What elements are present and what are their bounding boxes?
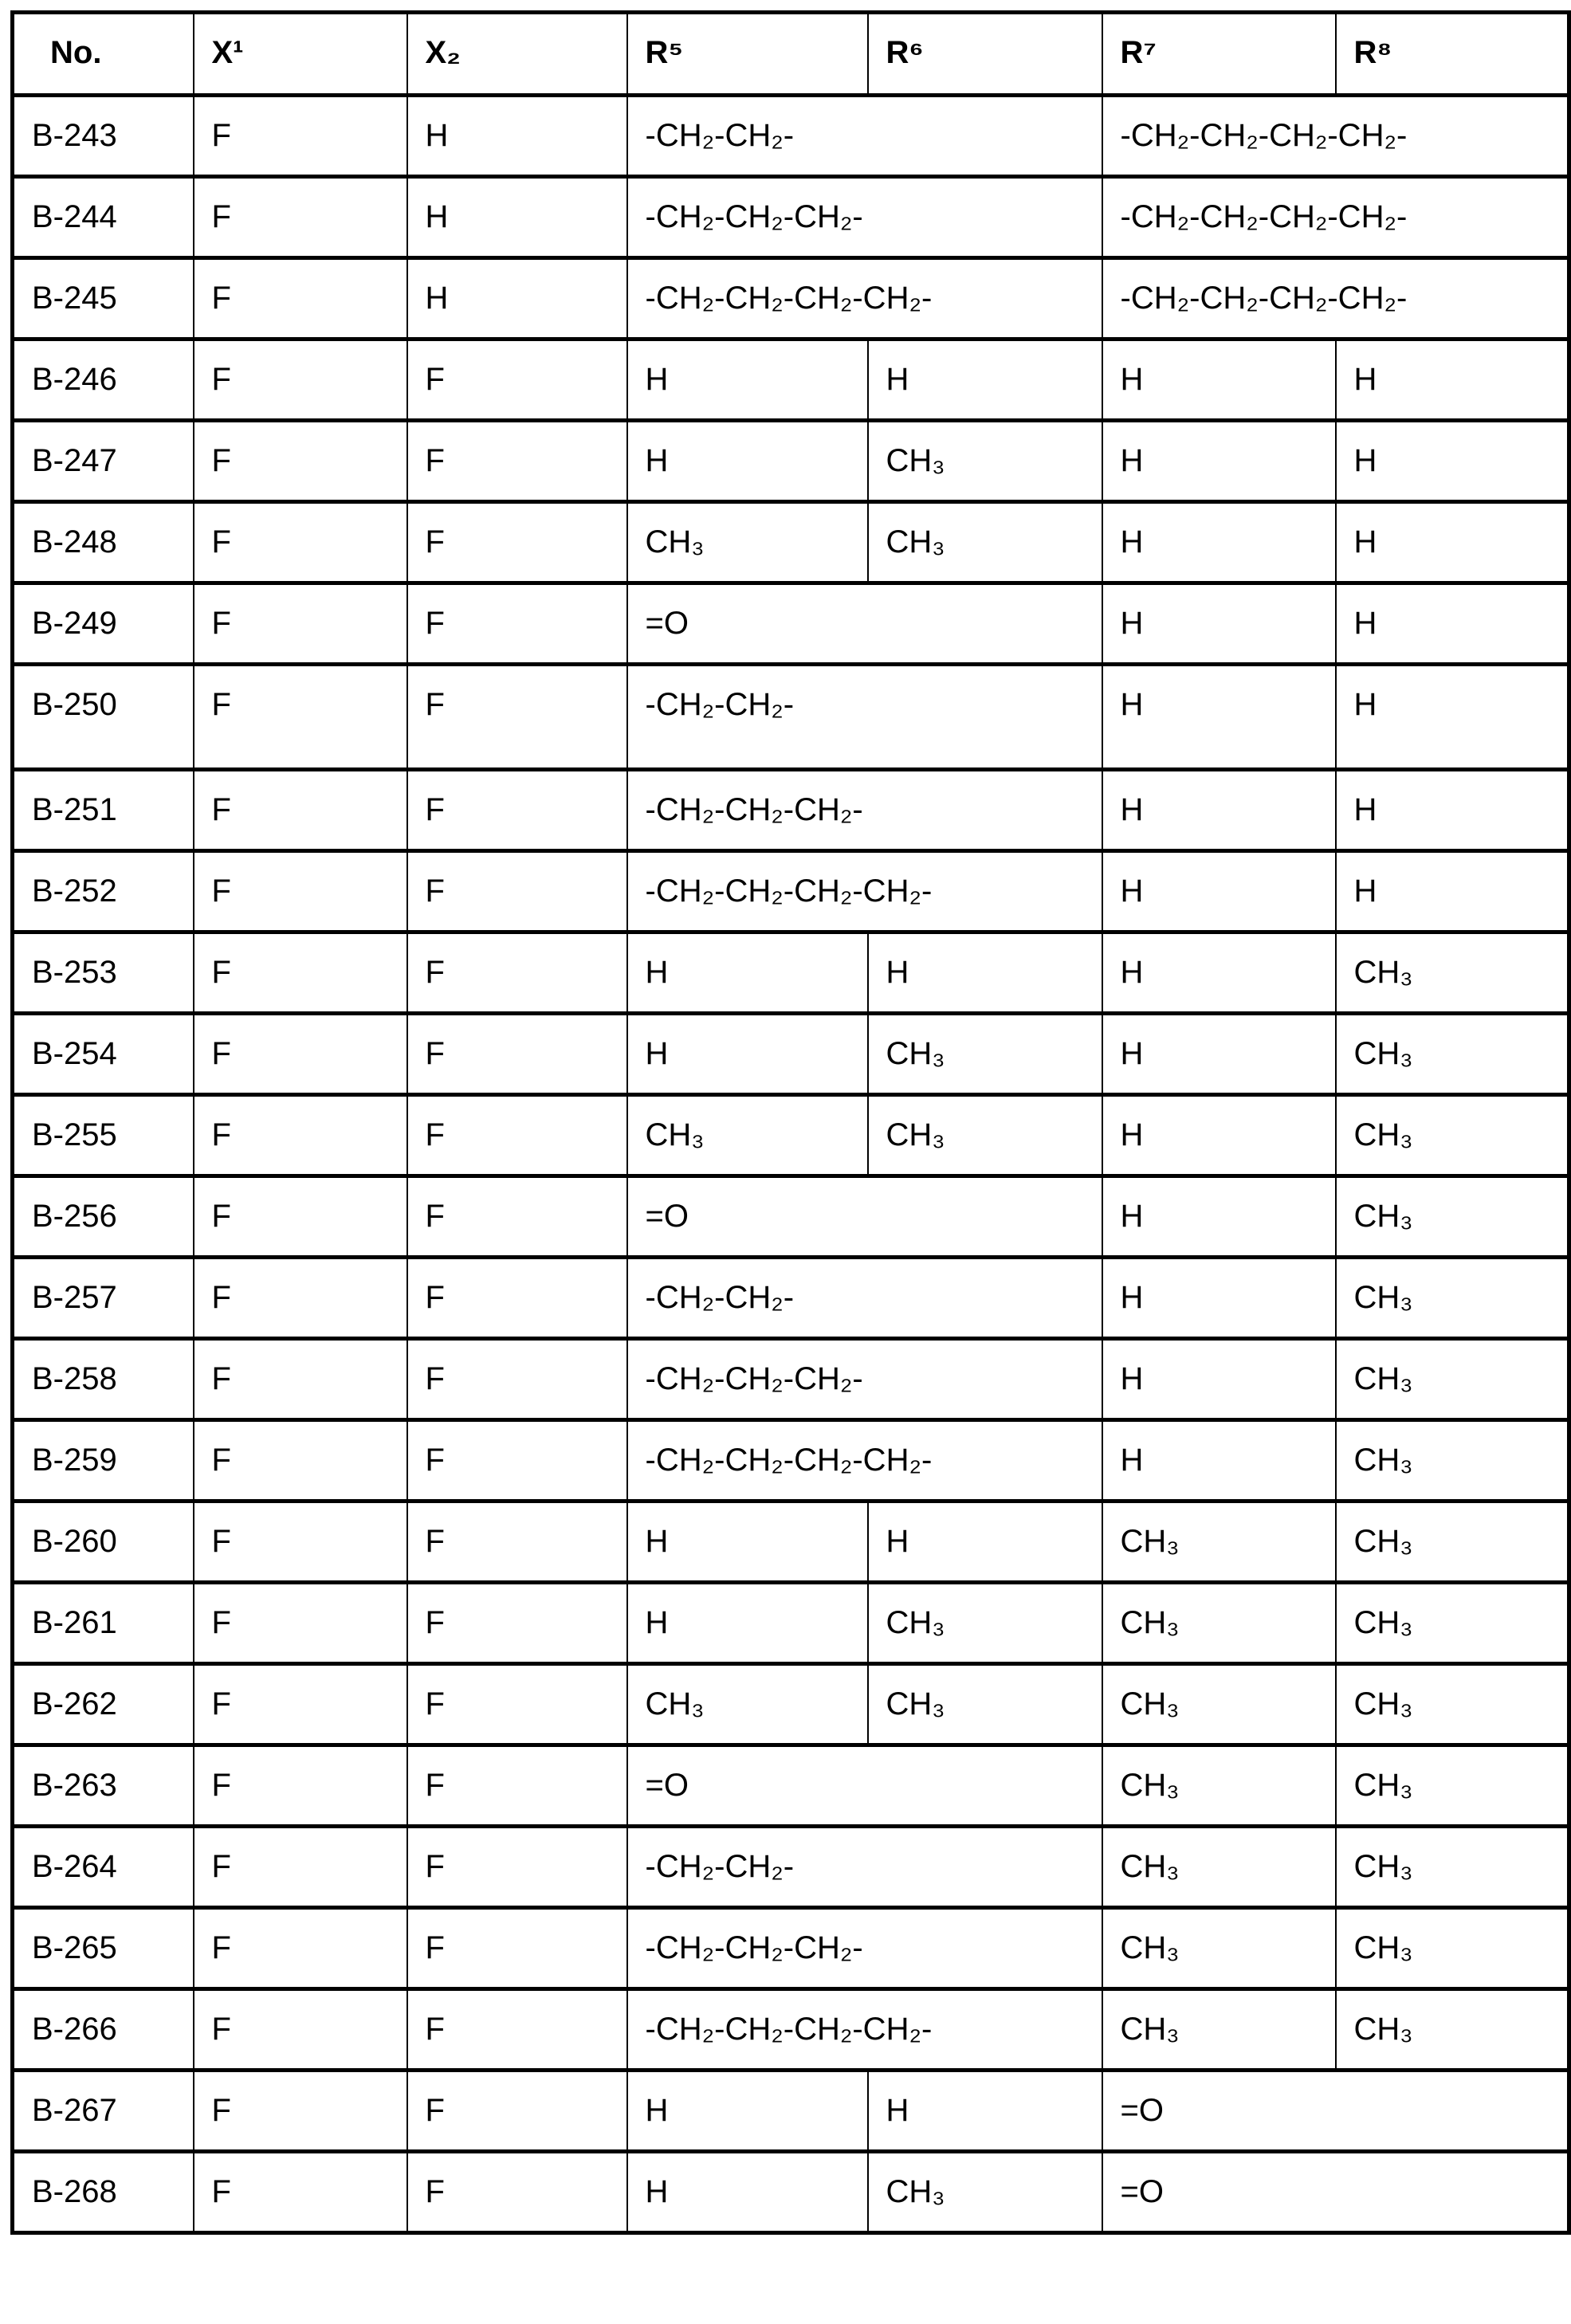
cell-r5-r6: -CH₂-CH₂-CH₂- xyxy=(627,1339,1102,1420)
cell-no: B-268 xyxy=(13,2152,194,2233)
cell-r5: H xyxy=(627,1583,868,1664)
cell-x1: F xyxy=(194,851,407,932)
cell-r7: H xyxy=(1102,851,1336,932)
cell-r5-r6: =O xyxy=(627,583,1102,665)
cell-no: B-259 xyxy=(13,1420,194,1502)
cell-x2: F xyxy=(407,770,627,851)
cell-r7: CH₃ xyxy=(1102,1502,1336,1583)
cell-x2: F xyxy=(407,665,627,770)
cell-no: B-260 xyxy=(13,1502,194,1583)
cell-r7-r8: -CH₂-CH₂-CH₂-CH₂- xyxy=(1102,177,1569,258)
cell-x2: F xyxy=(407,1745,627,1827)
table-row xyxy=(13,1583,1569,1664)
cell-no: B-253 xyxy=(13,932,194,1014)
cell-r5: H xyxy=(627,1014,868,1095)
cell-r7: H xyxy=(1102,1258,1336,1339)
cell-no: B-245 xyxy=(13,258,194,340)
header-r7: R⁷ xyxy=(1102,13,1336,96)
table-row xyxy=(13,177,1569,258)
cell-x1: F xyxy=(194,1583,407,1664)
cell-r8: CH₃ xyxy=(1336,1095,1569,1176)
cell-no: B-265 xyxy=(13,1908,194,1989)
cell-r5: H xyxy=(627,421,868,502)
cell-x1: F xyxy=(194,1745,407,1827)
cell-r6: CH₃ xyxy=(868,502,1102,583)
cell-r8: CH₃ xyxy=(1336,1258,1569,1339)
cell-x2: F xyxy=(407,1014,627,1095)
cell-r5-r6: -CH₂-CH₂-CH₂-CH₂- xyxy=(627,1420,1102,1502)
table-row xyxy=(13,258,1569,340)
cell-r6: CH₃ xyxy=(868,2152,1102,2233)
cell-x1: F xyxy=(194,1258,407,1339)
cell-r8: H xyxy=(1336,583,1569,665)
cell-no: B-247 xyxy=(13,421,194,502)
cell-r6: CH₃ xyxy=(868,1583,1102,1664)
cell-r7: H xyxy=(1102,340,1336,421)
cell-r7: H xyxy=(1102,502,1336,583)
header-x2: X₂ xyxy=(407,13,627,96)
table-row xyxy=(13,1745,1569,1827)
cell-no: B-246 xyxy=(13,340,194,421)
cell-r8: CH₃ xyxy=(1336,1827,1569,1908)
table-row xyxy=(13,1420,1569,1502)
cell-r5-r6: =O xyxy=(627,1176,1102,1258)
cell-no: B-255 xyxy=(13,1095,194,1176)
cell-x2: F xyxy=(407,1664,627,1745)
table-row xyxy=(13,96,1569,177)
table-row xyxy=(13,1339,1569,1420)
table-row xyxy=(13,502,1569,583)
table-row xyxy=(13,1095,1569,1176)
cell-r7-r8: -CH₂-CH₂-CH₂-CH₂- xyxy=(1102,96,1569,177)
cell-x1: F xyxy=(194,770,407,851)
header-no: No. xyxy=(13,13,194,96)
cell-r7: H xyxy=(1102,770,1336,851)
cell-x2: F xyxy=(407,1989,627,2071)
cell-r8: H xyxy=(1336,770,1569,851)
cell-r5-r6: -CH₂-CH₂- xyxy=(627,1258,1102,1339)
table-row xyxy=(13,851,1569,932)
cell-x1: F xyxy=(194,1420,407,1502)
cell-x2: F xyxy=(407,1583,627,1664)
cell-x1: F xyxy=(194,96,407,177)
cell-r7: CH₃ xyxy=(1102,1745,1336,1827)
cell-x2: F xyxy=(407,502,627,583)
cell-x1: F xyxy=(194,932,407,1014)
cell-no: B-252 xyxy=(13,851,194,932)
cell-r7: H xyxy=(1102,1339,1336,1420)
cell-no: B-244 xyxy=(13,177,194,258)
cell-r8: H xyxy=(1336,340,1569,421)
cell-r8: CH₃ xyxy=(1336,1745,1569,1827)
cell-x2: F xyxy=(407,583,627,665)
table-row xyxy=(13,1176,1569,1258)
table-row xyxy=(13,1664,1569,1745)
cell-x2: H xyxy=(407,258,627,340)
cell-no: B-243 xyxy=(13,96,194,177)
cell-x1: F xyxy=(194,1176,407,1258)
cell-no: B-258 xyxy=(13,1339,194,1420)
cell-x2: F xyxy=(407,1908,627,1989)
cell-r5-r6: -CH₂-CH₂-CH₂- xyxy=(627,1908,1102,1989)
cell-x1: F xyxy=(194,502,407,583)
cell-r6: H xyxy=(868,2071,1102,2152)
cell-r7-r8: =O xyxy=(1102,2071,1569,2152)
cell-r5: H xyxy=(627,340,868,421)
cell-x1: F xyxy=(194,1827,407,1908)
header-r5: R⁵ xyxy=(627,13,868,96)
cell-no: B-262 xyxy=(13,1664,194,1745)
table-row xyxy=(13,1827,1569,1908)
cell-no: B-248 xyxy=(13,502,194,583)
cell-no: B-267 xyxy=(13,2071,194,2152)
cell-x1: F xyxy=(194,1339,407,1420)
cell-r8: CH₃ xyxy=(1336,1502,1569,1583)
table-row xyxy=(13,1258,1569,1339)
cell-r7: CH₃ xyxy=(1102,1583,1336,1664)
cell-r7: H xyxy=(1102,1420,1336,1502)
cell-r7: CH₃ xyxy=(1102,1827,1336,1908)
cell-r5-r6: -CH₂-CH₂-CH₂-CH₂- xyxy=(627,1989,1102,2071)
header-x1: X¹ xyxy=(194,13,407,96)
cell-r5-r6: -CH₂-CH₂-CH₂-CH₂- xyxy=(627,851,1102,932)
cell-r5-r6: -CH₂-CH₂-CH₂- xyxy=(627,177,1102,258)
cell-no: B-254 xyxy=(13,1014,194,1095)
header-r6: R⁶ xyxy=(868,13,1102,96)
cell-x1: F xyxy=(194,665,407,770)
cell-x2: F xyxy=(407,1339,627,1420)
cell-x1: F xyxy=(194,421,407,502)
table-body xyxy=(13,96,1569,2233)
cell-r6: CH₃ xyxy=(868,1014,1102,1095)
cell-r8: H xyxy=(1336,851,1569,932)
cell-x2: F xyxy=(407,1258,627,1339)
cell-r8: CH₃ xyxy=(1336,1989,1569,2071)
cell-r8: CH₃ xyxy=(1336,1420,1569,1502)
cell-no: B-250 xyxy=(13,665,194,770)
cell-no: B-256 xyxy=(13,1176,194,1258)
cell-no: B-266 xyxy=(13,1989,194,2071)
cell-r8: CH₃ xyxy=(1336,1176,1569,1258)
cell-r6: CH₃ xyxy=(868,421,1102,502)
cell-x2: F xyxy=(407,932,627,1014)
cell-x2: F xyxy=(407,421,627,502)
cell-r5: H xyxy=(627,2152,868,2233)
cell-r5: H xyxy=(627,932,868,1014)
table-row xyxy=(13,770,1569,851)
cell-x1: F xyxy=(194,1989,407,2071)
cell-r8: H xyxy=(1336,665,1569,770)
table-row xyxy=(13,2071,1569,2152)
cell-r5-r6: -CH₂-CH₂-CH₂-CH₂- xyxy=(627,258,1102,340)
cell-x1: F xyxy=(194,1664,407,1745)
cell-x1: F xyxy=(194,1502,407,1583)
cell-x1: F xyxy=(194,1014,407,1095)
table-row xyxy=(13,1908,1569,1989)
cell-no: B-257 xyxy=(13,1258,194,1339)
cell-x2: H xyxy=(407,96,627,177)
cell-r8: H xyxy=(1336,421,1569,502)
cell-r7-r8: -CH₂-CH₂-CH₂-CH₂- xyxy=(1102,258,1569,340)
table-row xyxy=(13,583,1569,665)
cell-x1: F xyxy=(194,1095,407,1176)
cell-r8: CH₃ xyxy=(1336,1339,1569,1420)
cell-x2: F xyxy=(407,1502,627,1583)
cell-no: B-261 xyxy=(13,1583,194,1664)
cell-r5: H xyxy=(627,1502,868,1583)
cell-r7: H xyxy=(1102,665,1336,770)
table-row xyxy=(13,421,1569,502)
cell-r5-r6: =O xyxy=(627,1745,1102,1827)
cell-no: B-251 xyxy=(13,770,194,851)
cell-x2: H xyxy=(407,177,627,258)
cell-r5-r6: -CH₂-CH₂- xyxy=(627,665,1102,770)
cell-x1: F xyxy=(194,177,407,258)
table-row xyxy=(13,932,1569,1014)
cell-r7: CH₃ xyxy=(1102,1989,1336,2071)
cell-r7: H xyxy=(1102,1095,1336,1176)
table-row xyxy=(13,2152,1569,2233)
cell-r7: H xyxy=(1102,583,1336,665)
cell-r5-r6: -CH₂-CH₂- xyxy=(627,1827,1102,1908)
table-row xyxy=(13,1014,1569,1095)
cell-r8: CH₃ xyxy=(1336,1908,1569,1989)
cell-x2: F xyxy=(407,1176,627,1258)
cell-no: B-249 xyxy=(13,583,194,665)
cell-r5: CH₃ xyxy=(627,1095,868,1176)
cell-r8: CH₃ xyxy=(1336,932,1569,1014)
cell-no: B-264 xyxy=(13,1827,194,1908)
cell-x2: F xyxy=(407,2071,627,2152)
cell-r5: CH₃ xyxy=(627,1664,868,1745)
cell-x1: F xyxy=(194,583,407,665)
table-row xyxy=(13,1502,1569,1583)
cell-r7: H xyxy=(1102,1176,1336,1258)
cell-x1: F xyxy=(194,258,407,340)
header-r8: R⁸ xyxy=(1336,13,1569,96)
cell-r7-r8: =O xyxy=(1102,2152,1569,2233)
cell-x2: F xyxy=(407,2152,627,2233)
table-row xyxy=(13,1989,1569,2071)
table-row xyxy=(13,340,1569,421)
cell-r6: H xyxy=(868,1502,1102,1583)
cell-r7: H xyxy=(1102,932,1336,1014)
cell-x2: F xyxy=(407,1827,627,1908)
cell-x2: F xyxy=(407,851,627,932)
cell-r6: H xyxy=(868,932,1102,1014)
cell-x1: F xyxy=(194,340,407,421)
table-row xyxy=(13,665,1569,770)
cell-r8: CH₃ xyxy=(1336,1014,1569,1095)
cell-r8: CH₃ xyxy=(1336,1664,1569,1745)
cell-r5-r6: -CH₂-CH₂- xyxy=(627,96,1102,177)
cell-r8: CH₃ xyxy=(1336,1583,1569,1664)
cell-x2: F xyxy=(407,340,627,421)
cell-r5-r6: -CH₂-CH₂-CH₂- xyxy=(627,770,1102,851)
header-row xyxy=(13,13,1569,96)
cell-r7: H xyxy=(1102,1014,1336,1095)
cell-r7: CH₃ xyxy=(1102,1664,1336,1745)
cell-x2: F xyxy=(407,1095,627,1176)
cell-x1: F xyxy=(194,1908,407,1989)
cell-r7: CH₃ xyxy=(1102,1908,1336,1989)
cell-r6: CH₃ xyxy=(868,1095,1102,1176)
compound-table xyxy=(10,10,1571,2235)
cell-r6: CH₃ xyxy=(868,1664,1102,1745)
cell-no: B-263 xyxy=(13,1745,194,1827)
cell-x1: F xyxy=(194,2152,407,2233)
cell-r5: CH₃ xyxy=(627,502,868,583)
cell-r8: H xyxy=(1336,502,1569,583)
cell-r6: H xyxy=(868,340,1102,421)
cell-x1: F xyxy=(194,2071,407,2152)
cell-x2: F xyxy=(407,1420,627,1502)
cell-r5: H xyxy=(627,2071,868,2152)
cell-r7: H xyxy=(1102,421,1336,502)
